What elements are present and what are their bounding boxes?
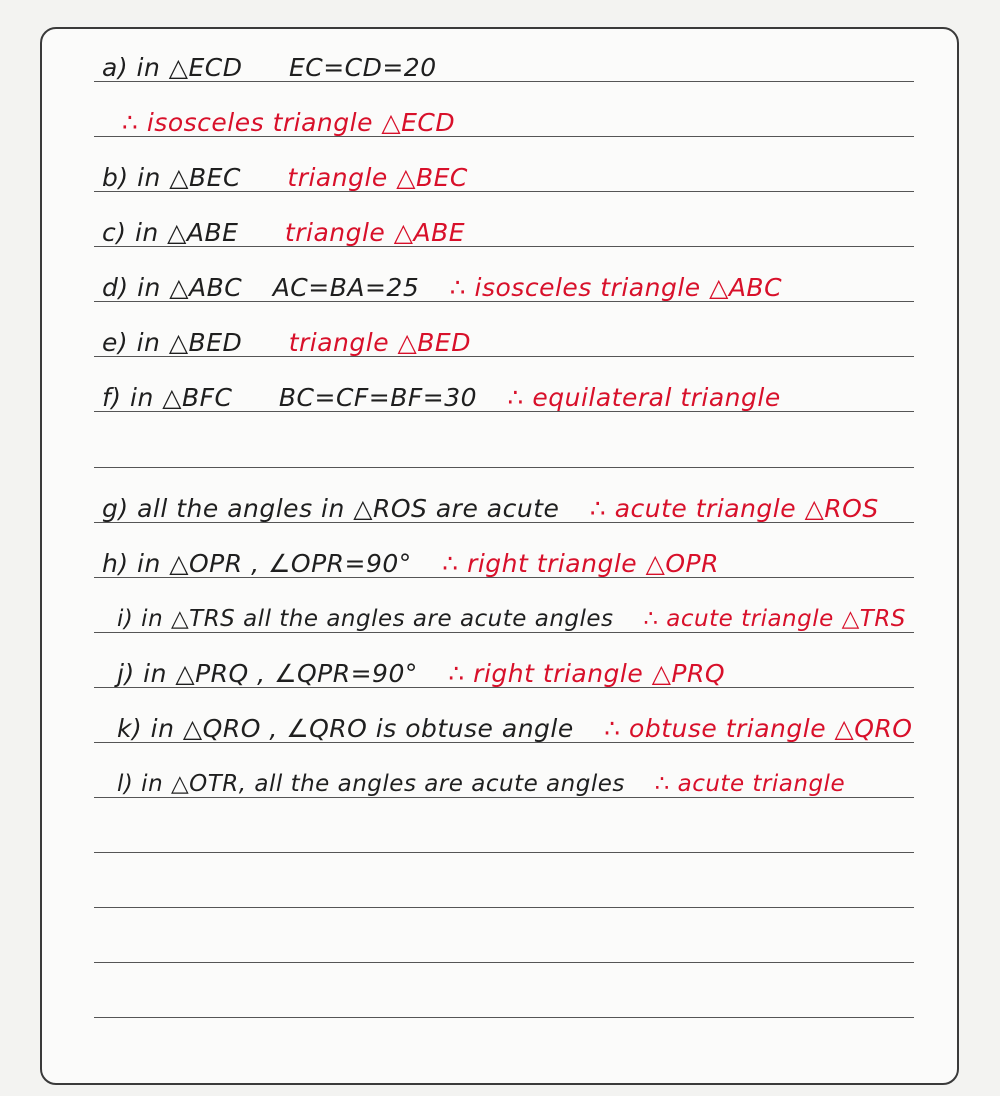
answer-h-label: h) in △OPR , ∠OPR=90° [102,549,412,578]
answer-line-i [117,604,906,634]
answer-g-conclusion: ∴ acute triangle △ROS [589,494,879,523]
answer-line-e [102,328,471,358]
answer-a-label: a) in △ECD [102,53,243,82]
ruled-line [94,852,914,853]
answer-line-l [117,769,845,799]
answer-l-conclusion: ∴ acute triangle [654,771,846,797]
ruled-line [94,907,914,908]
answer-c-conclusion: triangle △ABE [284,218,466,247]
answer-a-conclusion: ∴ isosceles triangle △ECD [122,108,456,137]
answer-line-a [102,53,437,83]
answer-e-label: e) in △BED [102,328,243,357]
answer-h-conclusion: ∴ right triangle △OPR [442,549,719,578]
answer-d-conclusion: ∴ isosceles triangle △ABC [449,273,783,302]
answer-line-f [102,383,781,413]
answer-g-label: g) all the angles in △ROS are acute [102,494,560,523]
answer-k-conclusion: ∴ obtuse triangle △QRO [604,714,913,743]
answer-i-conclusion: ∴ acute triangle △TRS [643,606,906,632]
answer-b-label: b) in △BEC [102,163,241,192]
answer-d-label: d) in △ABC [102,273,243,302]
answer-f-label: f) in △BFC [102,383,233,412]
answer-a-given: EC=CD=20 [288,53,437,82]
answer-f-given: BC=CF=BF=30 [278,383,478,412]
notebook-page [40,27,959,1085]
answer-line-k [117,714,913,744]
answer-line-c [102,218,465,248]
answer-b-conclusion: triangle △BEC [287,163,468,192]
answer-l-label: l) in △OTR, all the angles are acute angles [117,771,625,797]
answer-line-h [102,549,719,579]
answer-i-label: i) in △TRS all the angles are acute angles [117,606,614,632]
answer-j-conclusion: ∴ right triangle △PRQ [448,659,726,688]
answer-f-conclusion: ∴ equilateral triangle [507,383,781,412]
ruled-line [94,1017,914,1018]
answer-c-label: c) in △ABE [102,218,239,247]
answer-k-label: k) in △QRO , ∠QRO is obtuse angle [117,714,574,743]
answer-line-b [102,163,468,193]
ruled-line [94,962,914,963]
answer-j-label: j) in △PRQ , ∠QPR=90° [117,659,418,688]
answer-line-a-conclusion [122,108,455,138]
answer-e-conclusion: triangle △BED [288,328,471,357]
answer-line-j [117,659,725,689]
answer-line-d [102,273,782,303]
answer-d-given: AC=BA=25 [272,273,420,302]
answer-line-g [102,494,879,524]
ruled-line [94,467,914,468]
